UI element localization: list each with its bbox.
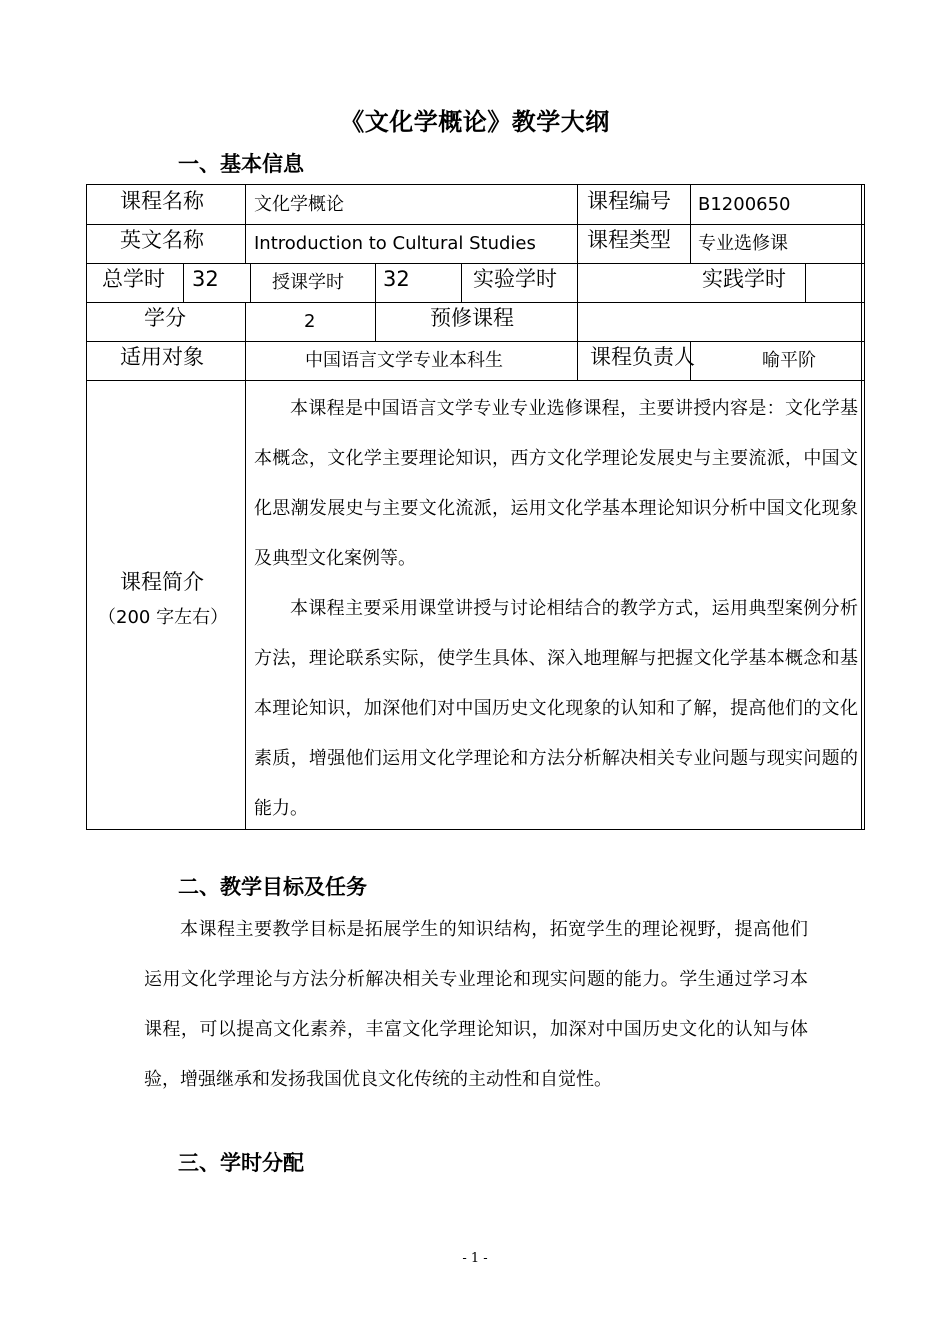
- credits-value: 2: [304, 311, 316, 332]
- table-rule: [245, 302, 246, 830]
- section-1-heading: 一、基本信息: [178, 152, 304, 176]
- owner-value: 喻平阶: [762, 350, 816, 371]
- intro-label: 课程简介: [120, 570, 204, 594]
- intro-paragraph: 本课程主要采用课堂讲授与讨论相结合的教学方式，运用典型案例分析方法，理论联系实际，使学生具体、深入地理解与把握文化学基本概念和基本理论知识，加深他们对中国历史文化现象的认知和了解，提高他们的文化素质，增强他们运用文化学理论和方法分析解决相关专业问题与现实问题的能力。: [254, 598, 858, 819]
- lecture-hours-value: 32: [383, 267, 410, 291]
- course-name-label: 课程名称: [120, 189, 204, 213]
- table-rule: [86, 184, 864, 185]
- section-3-heading: 三、学时分配: [178, 1151, 304, 1175]
- table-rule: [245, 184, 246, 263]
- table-rule: [86, 184, 87, 830]
- course-type-label: 课程类型: [587, 228, 671, 252]
- total-hours-value: 32: [192, 267, 219, 291]
- document-title: 《文化学概论》教学大纲: [340, 108, 610, 136]
- audience-value: 中国语言文学专业本科生: [305, 350, 503, 371]
- table-rule: [461, 263, 462, 303]
- table-rule: [86, 302, 864, 303]
- owner-label: 课程负责人: [590, 345, 695, 369]
- table-rule: [86, 380, 864, 381]
- english-name-label: 英文名称: [120, 228, 204, 252]
- table-rule: [577, 184, 578, 302]
- course-name-value: 文化学概论: [254, 194, 344, 215]
- english-name-value: Introduction to Cultural Studies: [254, 233, 536, 254]
- table-rule: [250, 263, 251, 303]
- intro-note: （200 字左右）: [98, 607, 229, 628]
- section-2-paragraph: 本课程主要教学目标是拓展学生的知识结构，拓宽学生的理论视野，提高他们运用文化学理论与方法分析解决相关专业理论和现实问题的能力。学生通过学习本课程，可以提高文化素养，丰富文化学理论知识，加深对中国历史文化的认知与体验，增强继承和发扬我国优良文化传统的主动性和自觉性。: [144, 919, 808, 1090]
- intro-paragraph: 本课程是中国语言文学专业专业选修课程，主要讲授内容是：文化学基本概念，文化学主要理论知识，西方文化学理论发展史与主要流派，中国文化思潮发展史与主要文化流派，运用文化学基本理论知识分析中国文化现象及典型文化案例等。: [254, 398, 858, 569]
- table-rule: [375, 263, 376, 342]
- section-2-heading: 二、教学目标及任务: [178, 875, 367, 899]
- table-rule: [86, 263, 864, 264]
- practice-hours-label: 实践学时: [702, 267, 786, 291]
- table-rule: [805, 263, 806, 303]
- lecture-hours-label: 授课学时: [272, 272, 344, 293]
- total-hours-label: 总学时: [102, 267, 165, 291]
- lab-hours-label: 实验学时: [473, 267, 557, 291]
- table-rule: [864, 184, 865, 830]
- intro-text: [254, 384, 858, 834]
- audience-label: 适用对象: [120, 345, 204, 369]
- table-rule: [861, 184, 862, 830]
- table-rule: [577, 302, 578, 381]
- table-rule: [183, 263, 184, 303]
- course-type-value: 专业选修课: [698, 233, 788, 254]
- credits-label: 学分: [144, 306, 186, 330]
- course-code-label: 课程编号: [587, 189, 671, 213]
- page-number: - 1 -: [462, 1251, 488, 1266]
- prereq-label: 预修课程: [430, 306, 514, 330]
- table-rule: [86, 341, 864, 342]
- table-rule: [86, 224, 864, 225]
- table-rule: [690, 184, 691, 263]
- section-2-body: [144, 905, 808, 1105]
- course-code-value: B1200650: [698, 194, 791, 215]
